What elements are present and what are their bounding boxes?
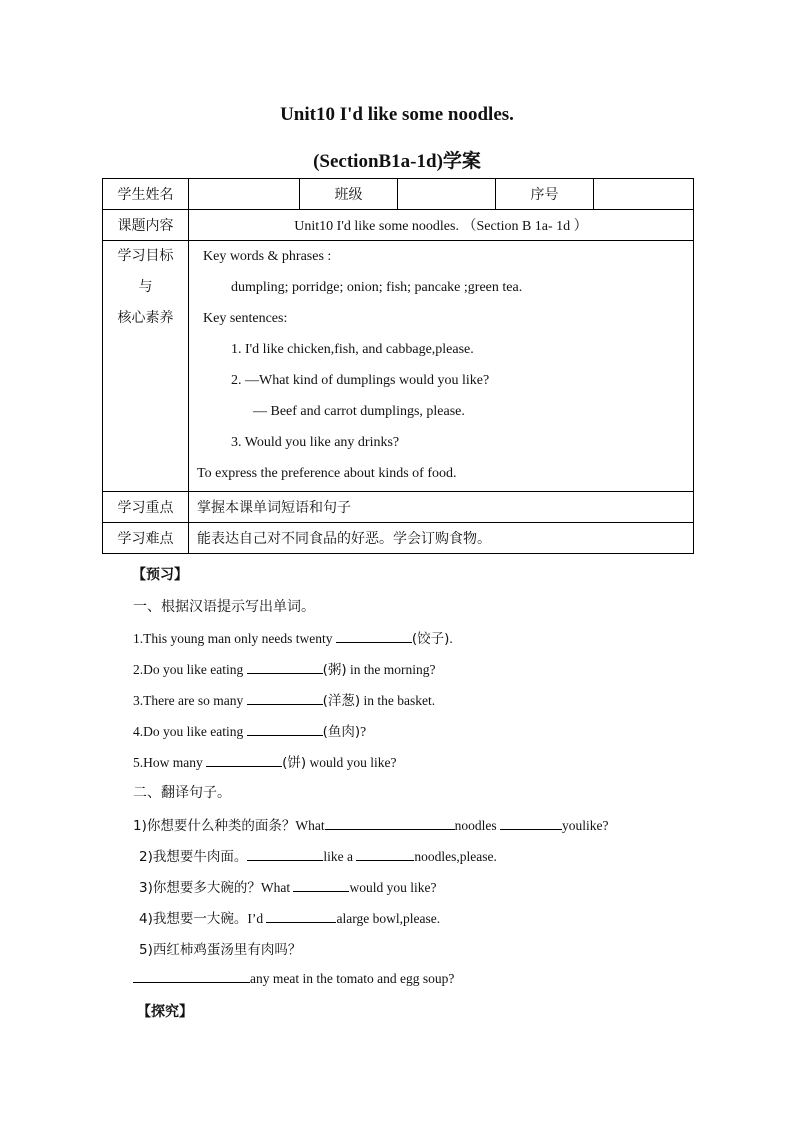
objective-line: — Beef and carrot dumplings, please. [253, 404, 465, 419]
seat-field[interactable] [594, 179, 694, 210]
lesson-info-table [102, 178, 694, 554]
objective-line: To express the preference about kinds of food. [197, 466, 457, 481]
translation-item: 3)你想要多大碗的？What would you like? [139, 880, 437, 896]
preview-section-heading: 【预习】 [132, 567, 188, 583]
answer-blank[interactable] [266, 910, 336, 923]
difficulty-label: 学习难点 [103, 523, 189, 554]
student-name-field[interactable] [189, 179, 300, 210]
translation-item: 4)我想要一大碗。I’d alarge bowl,please. [139, 911, 441, 927]
answer-blank[interactable] [247, 661, 323, 674]
answer-blank[interactable] [247, 692, 323, 705]
topic-label: 课题内容 [103, 210, 189, 241]
answer-blank[interactable] [247, 723, 323, 736]
document-subtitle: (SectionB1a-1d)学案 [313, 151, 481, 172]
translation-item: 5)西红柿鸡蛋汤里有肉吗？ [139, 942, 302, 958]
answer-blank[interactable] [293, 879, 349, 892]
focus-value: 掌握本课单词短语和句子 [189, 492, 694, 523]
answer-blank[interactable] [133, 970, 250, 983]
translation-item: 1)你想要什么种类的面条？What noodles youlike? [133, 818, 609, 834]
answer-blank[interactable] [247, 848, 323, 861]
objective-line: 3. Would you like any drinks? [231, 435, 400, 450]
objective-label-line: 学习目标 [117, 248, 174, 264]
answer-blank[interactable] [206, 754, 282, 767]
part1-heading: 一、根据汉语提示写出单词。 [133, 599, 315, 615]
exercise-item: 4.Do you like eating (鱼肉)? [133, 724, 367, 740]
objective-line: 1. I'd like chicken,fish, and cabbage,please. [231, 342, 474, 357]
exercise-item: 1.This young man only needs twenty (饺子). [133, 631, 453, 647]
explore-section-heading: 【探究】 [137, 1004, 193, 1020]
objective-label [103, 241, 189, 492]
answer-blank[interactable] [500, 817, 562, 830]
exercise-item: 2.Do you like eating (粥) in the morning? [133, 662, 436, 678]
objective-label-line: 与 [138, 279, 153, 295]
answer-blank[interactable] [325, 817, 455, 830]
answer-blank[interactable] [356, 848, 414, 861]
class-label: 班级 [300, 179, 398, 210]
objective-line: 2. —What kind of dumplings would you like? [231, 373, 490, 388]
exercise-item: 5.How many (饼) would you like? [133, 755, 397, 771]
part2-heading: 二、翻译句子。 [133, 785, 231, 801]
difficulty-value: 能表达自己对不同食品的好恶。学会订购食物。 [189, 523, 694, 554]
exercise-item: 3.There are so many (洋葱) in the basket. [133, 693, 436, 709]
focus-label: 学习重点 [103, 492, 189, 523]
objective-label-line: 核心素养 [117, 310, 174, 326]
document-title: Unit10 I'd like some noodles. [280, 104, 514, 125]
objective-line: dumpling; porridge; onion; fish; pancake ;green tea. [231, 280, 523, 295]
translation-item: 2)我想要牛肉面。 like a noodles,please. [139, 849, 497, 865]
objectives-content [189, 241, 694, 492]
topic-value: Unit10 I'd like some noodles. （Section B 1a- 1d ） [189, 210, 694, 241]
answer-blank[interactable] [336, 630, 412, 643]
translation-item: any meat in the tomato and egg soup? [133, 970, 454, 987]
objective-line: Key words & phrases : [203, 249, 332, 264]
seat-label: 序号 [496, 179, 594, 210]
objective-line: Key sentences: [203, 311, 288, 326]
student-name-label: 学生姓名 [103, 179, 189, 210]
class-field[interactable] [398, 179, 496, 210]
